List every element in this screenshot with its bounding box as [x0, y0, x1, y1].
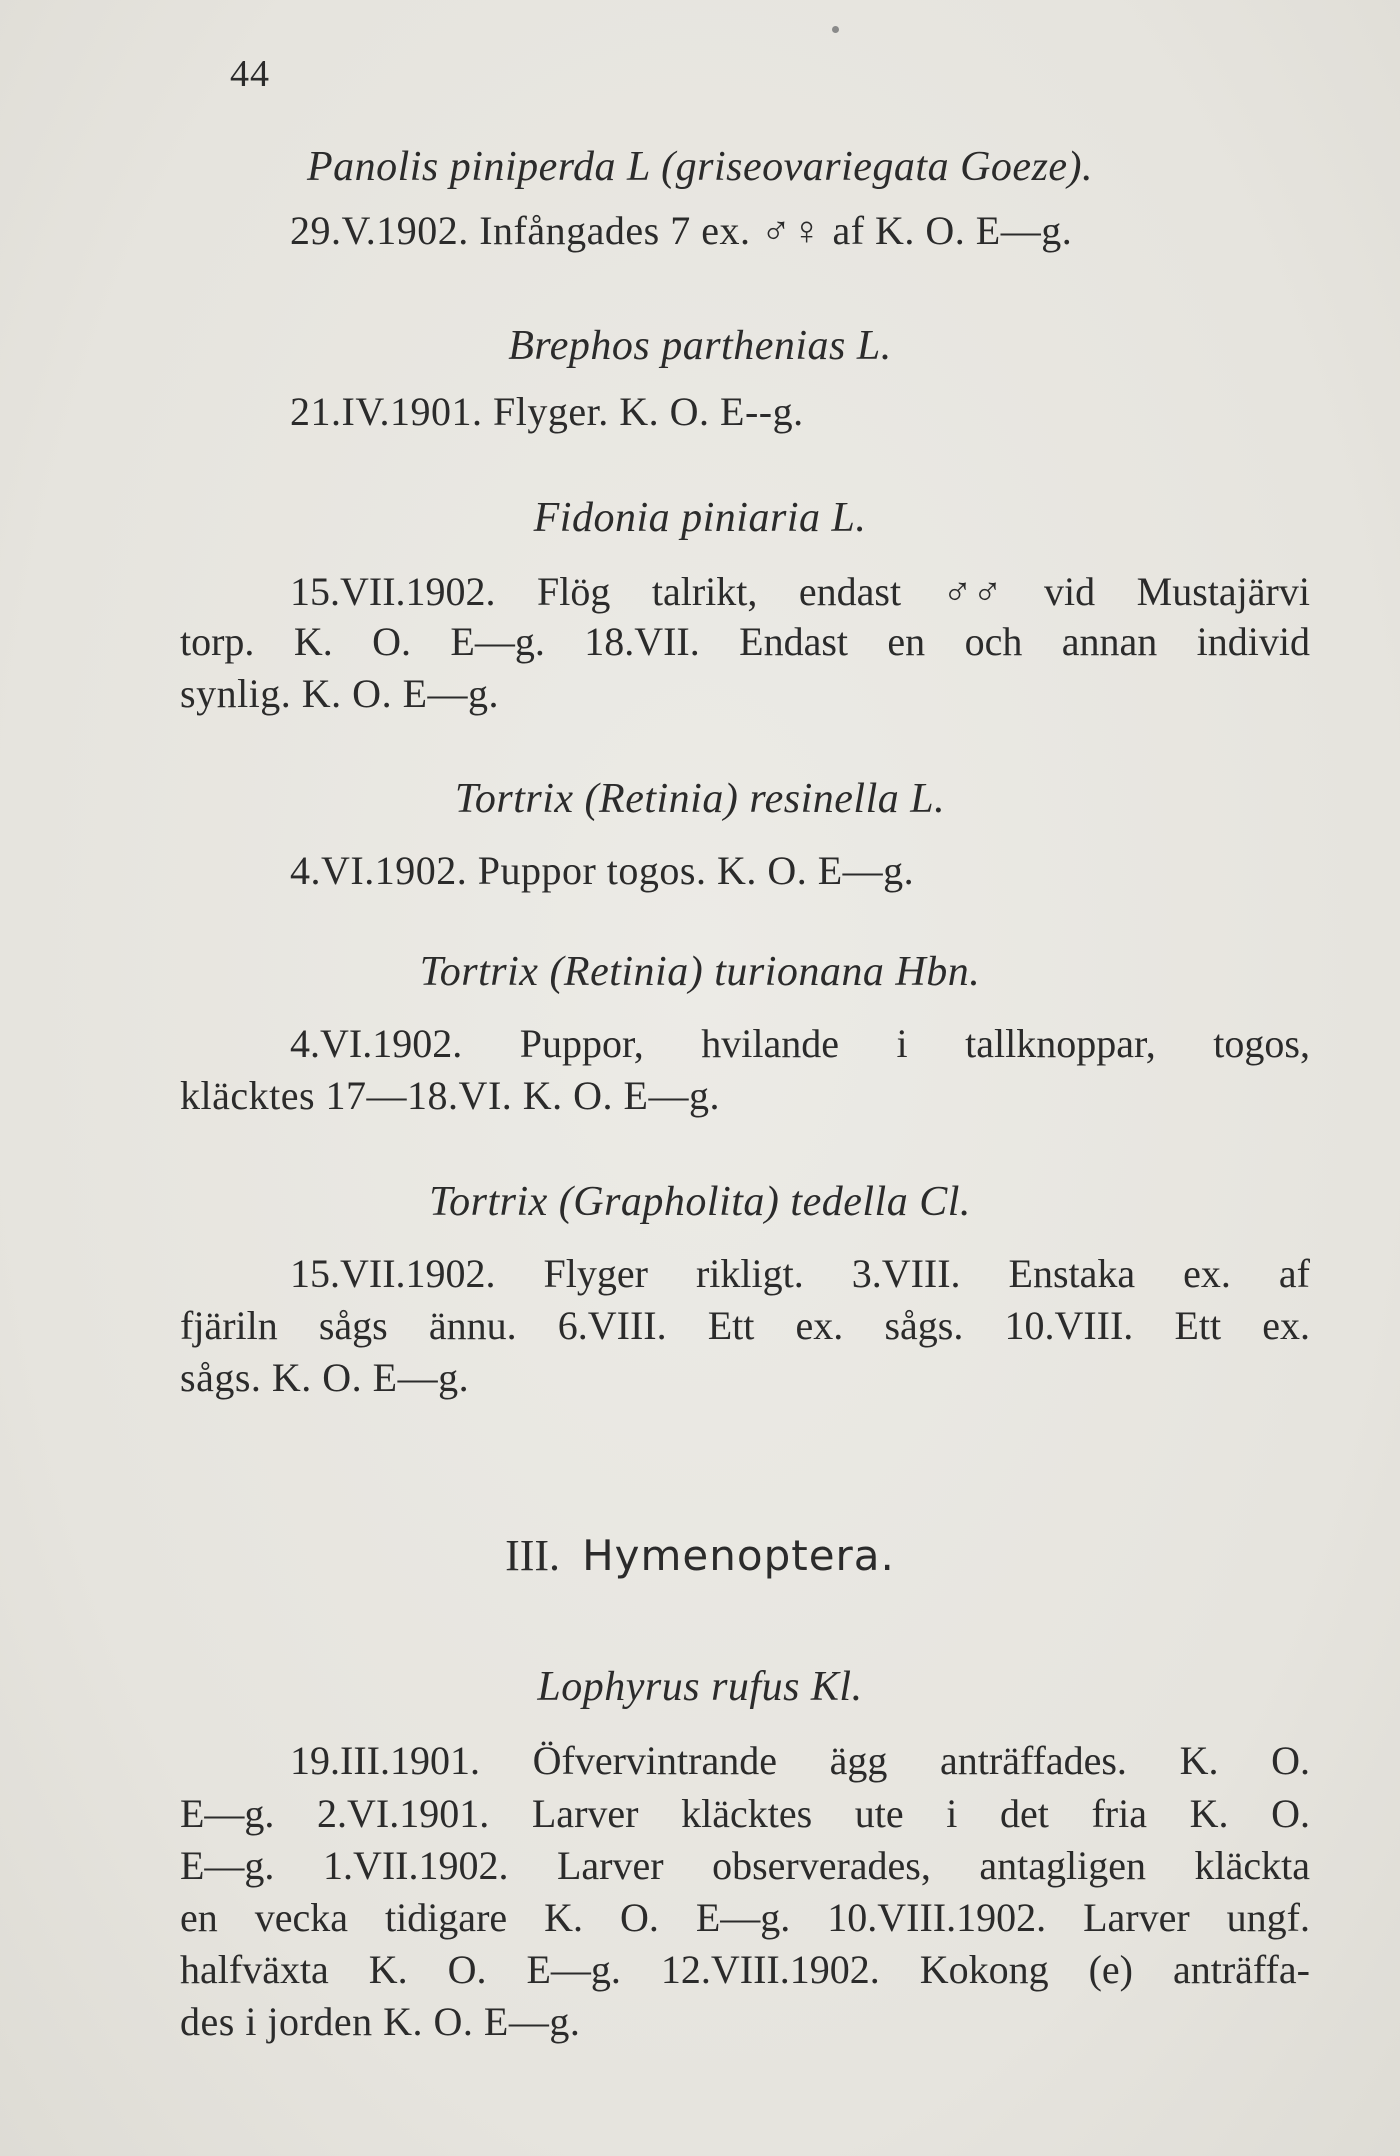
word: ex. — [1183, 1251, 1231, 1296]
word: E—g. — [180, 1791, 275, 1836]
word: Endast — [739, 619, 849, 664]
word: annan — [1061, 619, 1158, 664]
word: O. — [447, 1947, 487, 1992]
word: (e) — [1088, 1947, 1133, 1992]
entry-title-resinella: Tortrix (Retinia) resinella L. — [454, 776, 946, 822]
word: 19.III.1901. — [290, 1738, 480, 1783]
entry-text-line: synlig. K. O. E—g. — [180, 671, 499, 716]
word: anträffades. — [940, 1738, 1127, 1783]
entry-title-tedella: Tortrix (Grapholita) tedella Cl. — [429, 1179, 971, 1225]
word: ungf. — [1226, 1895, 1310, 1940]
word: ex. — [1262, 1303, 1310, 1348]
entry-text-line — [290, 568, 1310, 615]
word: rikligt. — [695, 1251, 804, 1296]
printing-speck — [832, 26, 839, 33]
word: E—g. — [450, 619, 545, 664]
entry-text-line — [180, 1894, 1310, 1941]
word: 18.VII. — [584, 619, 700, 664]
word: en — [180, 1895, 218, 1940]
word: vid — [1044, 569, 1096, 614]
word: Flög — [537, 569, 611, 614]
word: sågs. — [884, 1303, 964, 1348]
word: Ett — [707, 1303, 755, 1348]
entry-text-line — [180, 1842, 1310, 1889]
entry-text-line — [290, 1737, 1310, 1784]
entry-text-line: 21.IV.1901. Flyger. K. O. E--g. — [290, 389, 804, 434]
word: K. — [368, 1947, 408, 1992]
word: ägg — [829, 1738, 888, 1783]
entry-title-panolis: Panolis piniperda L (griseovariegata Goeze). — [306, 144, 1094, 190]
word: Enstaka — [1008, 1251, 1136, 1296]
word: 3.VIII. — [851, 1251, 961, 1296]
word: i — [896, 1021, 908, 1066]
entry-title-turionana: Tortrix (Retinia) turionana Hbn. — [419, 949, 981, 995]
word: observerades, — [712, 1843, 931, 1888]
word: tallknoppar, — [965, 1021, 1156, 1066]
entry-title-lophyrus: Lophyrus rufus Kl. — [537, 1664, 863, 1710]
word: endast — [798, 569, 902, 614]
word: Larver — [1083, 1895, 1190, 1940]
word: 2.VI.1901. — [317, 1791, 490, 1836]
word: individ — [1196, 619, 1310, 664]
word: hvilande — [701, 1021, 839, 1066]
word: antagligen — [979, 1843, 1146, 1888]
word: en — [887, 619, 926, 664]
entry-title-fidonia: Fidonia piniaria L. — [533, 495, 867, 541]
word: Larver — [556, 1843, 664, 1888]
word: 4.VI.1902. — [290, 1021, 463, 1066]
word: Larver — [531, 1791, 639, 1836]
word: K. — [1179, 1738, 1219, 1783]
word: E—g. — [180, 1843, 275, 1888]
word: 15.VII.1902. — [290, 569, 496, 614]
entry-text-line: 4.VI.1902. Puppor togos. K. O. E—g. — [290, 848, 915, 893]
word: O. — [1271, 1791, 1310, 1836]
word: ännu. — [428, 1303, 517, 1348]
word: ♂♂ — [942, 569, 1003, 614]
entry-text-line — [290, 1020, 1310, 1067]
word: halfväxta — [180, 1947, 329, 1992]
word: 10.VIII.1902. — [827, 1895, 1047, 1940]
entry-text-line: 29.V.1902. Infångades 7 ex. ♂♀ af K. O. E—g. — [290, 208, 1073, 253]
word: det — [999, 1791, 1049, 1836]
word: Mustajärvi — [1136, 569, 1310, 614]
word: O. — [372, 619, 411, 664]
word: sågs — [318, 1303, 388, 1348]
word: Kokong — [919, 1947, 1049, 1992]
word: 12.VIII.1902. — [660, 1947, 880, 1992]
section-number: III. — [505, 1531, 561, 1580]
word: E—g. — [526, 1947, 621, 1992]
section-name: Hymenoptera. — [582, 1531, 895, 1580]
word: 6.VIII. — [557, 1303, 667, 1348]
entry-title-brephos: Brephos parthenias L. — [508, 323, 892, 369]
entry-text-line — [290, 1250, 1310, 1297]
word: O. — [1271, 1738, 1310, 1783]
word: fria — [1091, 1791, 1147, 1836]
word: i — [946, 1791, 958, 1836]
word: E—g. — [695, 1895, 791, 1940]
entry-text-line — [180, 618, 1310, 665]
word: torp. — [180, 619, 255, 664]
word: K. — [1189, 1791, 1229, 1836]
word: fjäriln — [180, 1303, 278, 1348]
word: Flyger — [543, 1251, 648, 1296]
word: K. — [544, 1895, 583, 1940]
word: ute — [854, 1791, 904, 1836]
word: tidigare — [384, 1895, 508, 1940]
word: Ett — [1174, 1303, 1222, 1348]
entry-text-line: kläcktes 17—18.VI. K. O. E—g. — [180, 1073, 720, 1118]
word: O. — [619, 1895, 659, 1940]
word: K. — [293, 619, 333, 664]
word: af — [1278, 1251, 1310, 1296]
entry-text-line — [180, 1790, 1310, 1837]
word: togos, — [1213, 1021, 1310, 1066]
word: ex. — [795, 1303, 844, 1348]
entry-text-line — [180, 1946, 1310, 1993]
section-heading — [0, 1530, 1400, 1581]
word: 15.VII.1902. — [290, 1251, 496, 1296]
entry-text-line — [180, 1302, 1310, 1349]
word: Puppor, — [519, 1021, 644, 1066]
word: kläckta — [1194, 1843, 1310, 1888]
word: kläcktes — [681, 1791, 813, 1836]
entry-text-line: des i jorden K. O. E—g. — [180, 1999, 581, 2044]
word: talrikt, — [651, 569, 758, 614]
word: vecka — [254, 1895, 348, 1940]
word: och — [964, 619, 1023, 664]
page-number: 44 — [230, 53, 270, 95]
word: 1.VII.1902. — [322, 1843, 509, 1888]
entry-text-line: sågs. K. O. E—g. — [180, 1355, 470, 1400]
word: anträffa- — [1172, 1947, 1310, 1992]
word: Öfvervintrande — [532, 1738, 777, 1783]
word: 10.VIII. — [1004, 1303, 1134, 1348]
